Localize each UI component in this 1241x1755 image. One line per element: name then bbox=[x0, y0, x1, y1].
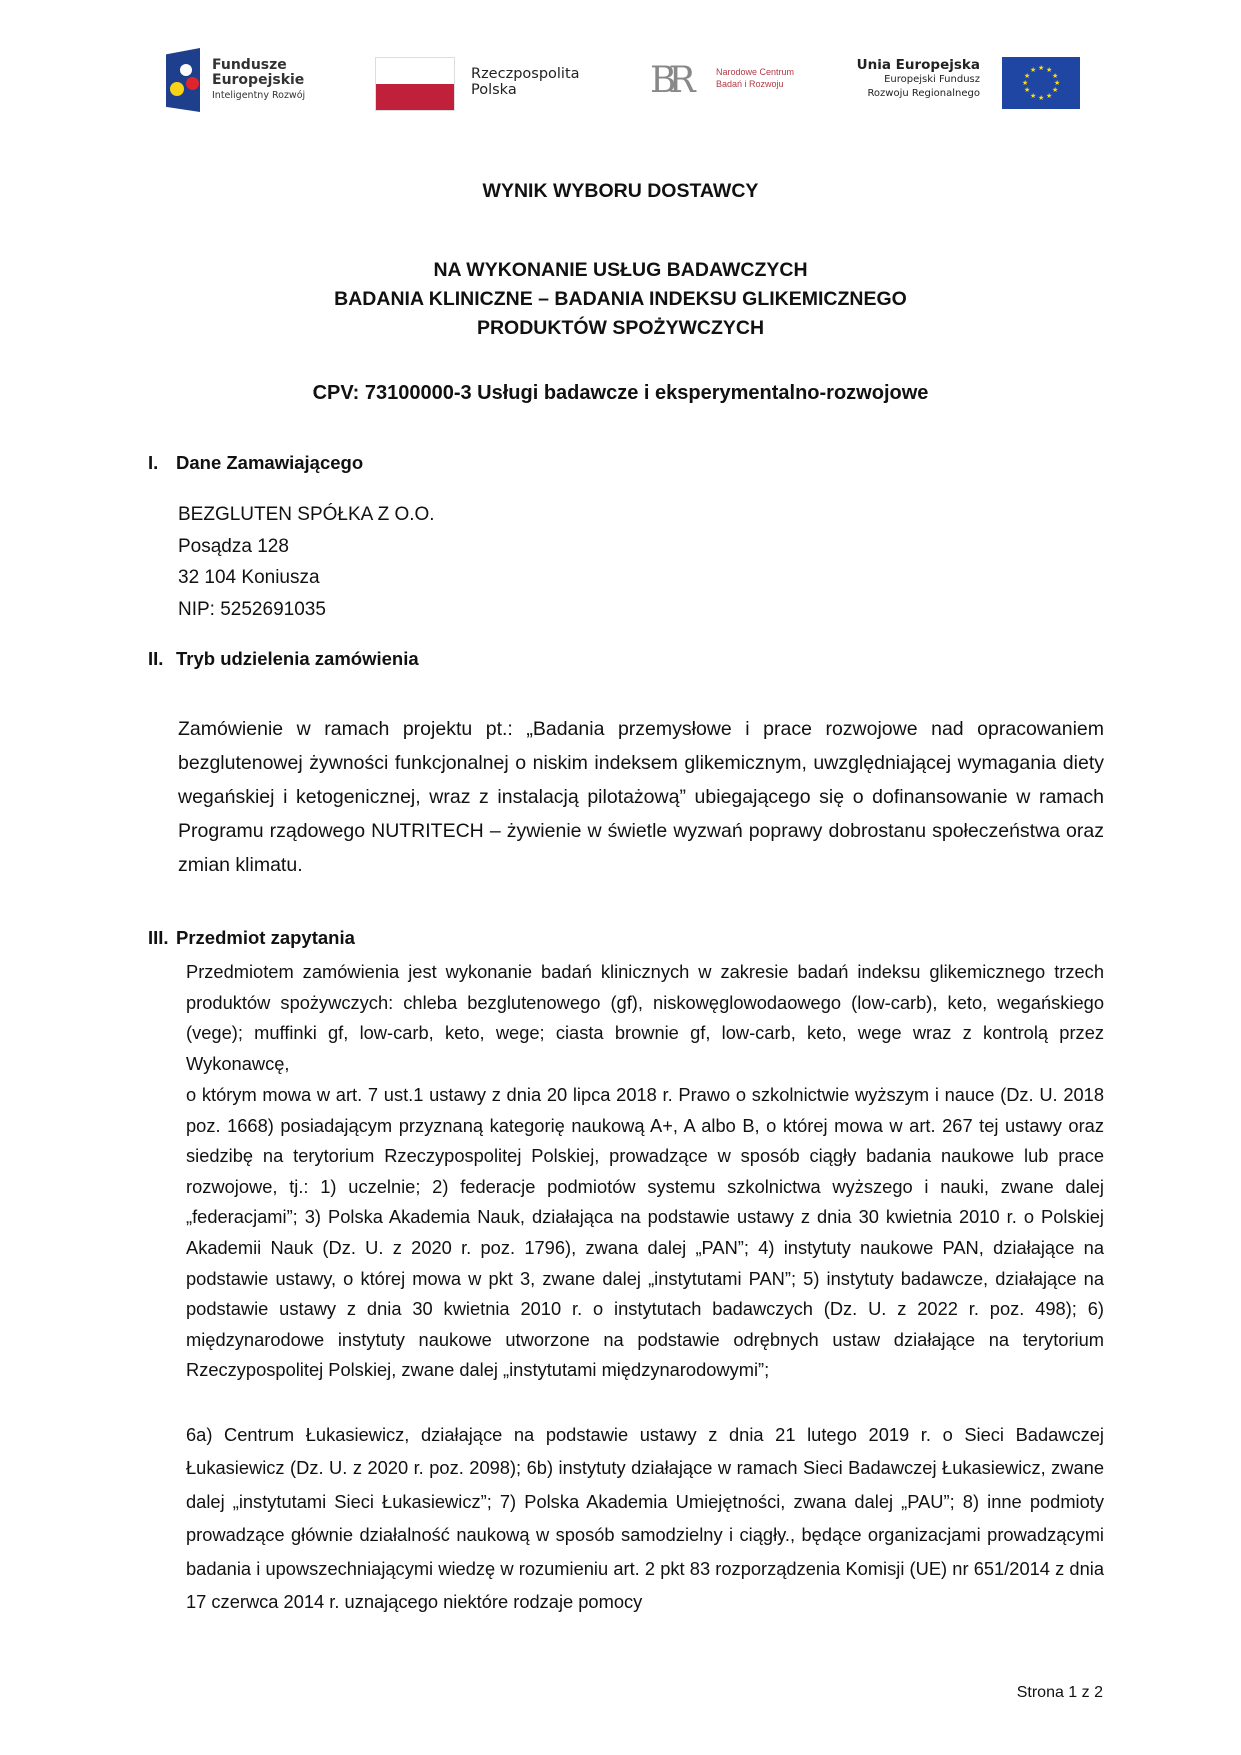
ncbr-line-2: Badań i Rozwoju bbox=[716, 79, 784, 89]
section-title: Przedmiot zapytania bbox=[176, 927, 355, 948]
unia-europejska-logo bbox=[820, 44, 1080, 116]
orderer-details bbox=[178, 499, 435, 625]
eu-flag-icon: ★ ★ ★ ★ ★ ★ ★ ★ ★ ★ ★ ★ bbox=[1002, 57, 1080, 109]
section-2-heading bbox=[148, 648, 419, 670]
ncbr-mark-icon: BR bbox=[650, 60, 688, 101]
company-name: BEZGLUTEN SPÓŁKA Z O.O. bbox=[178, 504, 435, 525]
rp-line-2: Polska bbox=[471, 82, 517, 98]
ue-title: Unia Europejska bbox=[856, 57, 980, 73]
section-number: I. bbox=[148, 452, 159, 473]
section-number: II. bbox=[148, 648, 164, 669]
fe-title-2: Europejskie bbox=[212, 72, 305, 88]
page-number: Strona 1 z 2 bbox=[1016, 1684, 1103, 1701]
subject-text-part-3: 6a) Centrum Łukasiewicz, działające na podstawie ustawy z dnia 21 lutego 2019 r. o Sieci Badawczej Łukasiewicz (Dz. U. z 2020 r. poz. 2098); 6b) instytuty działające w ramach Sieci Badawczej Łukasiewicz, zwane dalej „instytutami Sieci Łukasiewicz”; 7) Polska Akademia Umiejętności, zwana dalej „PAU”; 8) inne podmioty prowadzące głównie działalność naukową w sposób samodzielny i ciągły., będące organizacjami prowadzącymi badania i upowszechniającymi wiedzę w rozumieniu art. 2 pkt 83 rozporządzenia Komisji (UE) nr 651/2014 z dnia 17 czerwca 2014 r. uznającego niektóre rodzaje pomocy bbox=[186, 1424, 1104, 1613]
section-1-heading bbox=[148, 452, 363, 474]
section-title: Dane Zamawiającego bbox=[176, 452, 364, 473]
fundusze-europejskie-logo bbox=[160, 44, 340, 116]
subtitle-line-3: PRODUKTÓW SPOŻYWCZYCH bbox=[476, 317, 765, 339]
header-logos bbox=[160, 44, 1080, 116]
document-title: WYNIK WYBORU DOSTAWCY bbox=[482, 180, 759, 202]
section-number: III. bbox=[148, 927, 169, 948]
ue-line-2: Europejski Fundusz bbox=[884, 74, 980, 85]
fe-white-star-icon bbox=[180, 64, 192, 76]
section-title: Tryb udzielenia zamówienia bbox=[176, 648, 419, 669]
ue-line-3: Rozwoju Regionalnego bbox=[867, 88, 980, 99]
ncbr-logo bbox=[650, 44, 820, 116]
fe-red-star-icon bbox=[186, 77, 199, 90]
fe-yellow-star-icon bbox=[170, 82, 184, 96]
section-3-heading bbox=[148, 927, 355, 949]
polish-flag-icon bbox=[375, 57, 455, 111]
fe-title-1: Fundusze bbox=[212, 57, 287, 73]
subject-text-part-2: o którym mowa w art. 7 ust.1 ustawy z dnia 20 lipca 2018 r. Prawo o szkolnictwie wyższym i nauce (Dz. U. 2018 poz. 1668) posiadającym przyznaną kategorię naukową A+, A albo B, o której mowa w art. 267 tej ustawy oraz siedzibę na terytorium Rzeczypospolitej Polskiej, prowadzące w sposób ciągły badania naukowe lub prace rozwojowe, tj.: 1) uczelnie; 2) federacje podmiotów systemu szkolnictwa wyższego i nauki, zwane dalej „federacjami”; 3) Polska Akademia Nauk, działająca na podstawie ustawy z dnia 30 kwietnia 2010 r. o Polskiej Akademii Nauk (Dz. U. z 2020 r. poz. 1796), zwana dalej „PAN”; 4) instytuty naukowe PAN, działające na podstawie ustawy, o której mowa w pkt 3, zwane dalej „instytutami PAN”; 5) instytuty badawcze, działające na podstawie ustawy z dnia 30 kwietnia 2010 r. o instytutach badawczych (Dz. U. z 2022 r. poz. 498); 6) międzynarodowe instytuty naukowe utworzone na podstawie odrębnych ustaw działające na terytorium Rzeczypospolitej Polskiej, zwane dalej „instytutami międzynarodowymi”; bbox=[186, 1084, 1104, 1381]
subtitle-line-1: NA WYKONANIE USŁUG BADAWCZYCH bbox=[433, 259, 808, 281]
subtitle-line-2: BADANIA KLINICZNE – BADANIA INDEKSU GLIKEMICZNEGO bbox=[334, 288, 907, 310]
cpv-code: CPV: 73100000-3 Usługi badawcze i eksperymentalno-rozwojowe bbox=[312, 382, 929, 404]
document-subtitle bbox=[0, 256, 1241, 343]
company-city: 32 104 Koniusza bbox=[178, 567, 320, 588]
company-nip: NIP: 5252691035 bbox=[178, 598, 326, 620]
ncbr-line-1: Narodowe Centrum bbox=[716, 67, 795, 77]
rp-line-1: Rzeczpospolita bbox=[471, 66, 580, 82]
rzeczpospolita-polska-logo bbox=[375, 44, 605, 116]
fe-subtitle: Inteligentny Rozwój bbox=[212, 90, 306, 101]
company-street: Posądza 128 bbox=[178, 535, 289, 557]
procurement-mode-text: Zamówienie w ramach projektu pt.: „Badania przemysłowe i prace rozwojowe nad opracowaniem bezglutenowej żywności funkcjonalnej o niskim indeksem glikemicznym, uwzględniającej wymagania diety wegańskiej i ketogenicznej, wraz z instalacją pilotażową” ubiegającego się o dofinansowanie w ramach Programu rządowego NUTRITECH – żywienie w świetle wyzwań poprawy dobrostanu społeczeństwa oraz zmian klimatu. bbox=[178, 718, 1104, 876]
subject-text-part-1: Przedmiotem zamówienia jest wykonanie badań klinicznych w zakresie badań indeksu glikemicznego trzech produktów spożywczych: chleba bezglutenowego (gf), niskowęglowodaowego (low-carb), keto, wegańskiego (vege); muffinki gf, low-carb, keto, wege; ciasta brownie gf, low-carb, keto, wege wraz z kontrolą przez Wykonawcę, bbox=[186, 961, 1104, 1074]
